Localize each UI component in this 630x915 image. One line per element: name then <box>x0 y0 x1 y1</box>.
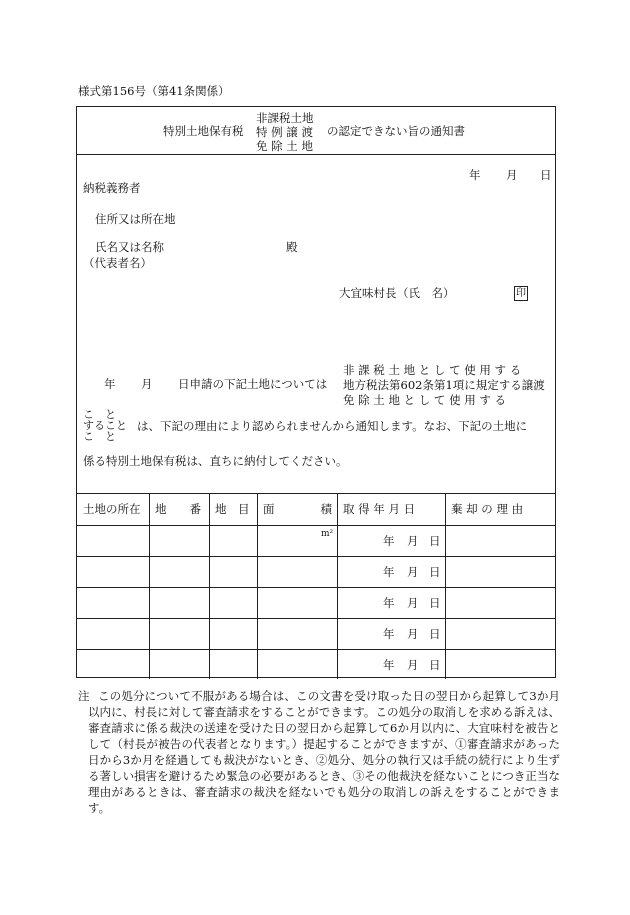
body-option: 非 課 税 土 地 と し て 使 用 す る <box>343 363 522 377</box>
row-year: 年 <box>383 658 395 672</box>
date-day-label: 日 <box>540 168 552 182</box>
application-year: 年 <box>104 377 116 391</box>
row-year: 年 <box>383 627 395 641</box>
row-day: 日 <box>429 534 441 548</box>
area-unit: m² <box>321 529 334 539</box>
header-lot-number: 地 番 <box>155 502 201 516</box>
title-option: 特 例 譲 渡 <box>256 125 313 139</box>
body-option: 地方税法第602条第1項に規定する譲渡 <box>343 378 545 392</box>
table-col-line <box>337 493 338 679</box>
body-option: 免 除 土 地 と し て 使 用 す る <box>343 393 507 407</box>
note-label: 注 <box>78 689 90 703</box>
name-label: 氏名又は名称 <box>95 240 164 254</box>
table-col-line <box>257 493 258 679</box>
row-day: 日 <box>429 565 441 579</box>
header-rejection-reason: 棄 却 の 理 由 <box>451 502 524 516</box>
body-line-3: 係る特別土地保有税は、直ちに納付してください。 <box>83 454 348 468</box>
title-divider <box>77 154 555 155</box>
form-reference: 様式第156号（第41条関係） <box>78 84 230 98</box>
note-text: この処分について不服がある場合は、この文書を受け取った日の翌日から起算して3か月以内に、村長に対して審査請求をすることができます。この処分の取消しを求める訴えは、審査請求に係る裁決の送達を受けた日の翌日から起算して6か月以内に、大宜味村を被告として（村長が被告の代表者となります。）提起することができますが、①審査請求があった日から3か月を経過しても裁決がないとき、②処分、処分の執行又は手続の続行により生ずる著しい損害を避けるため緊急の必要があるとき、③その他裁決を経ないことにつき正当な理由があるときは、審査請求の裁決を経ないでも処分の取消しの訴えをすることができます。 <box>88 689 560 815</box>
title-options <box>256 111 314 153</box>
small-option: すること <box>83 419 127 432</box>
row-year: 年 <box>383 534 395 548</box>
title-option: 非課税土地 <box>256 111 314 125</box>
issuer-name-label: （氏 名） <box>397 286 455 300</box>
form-box <box>76 106 556 678</box>
honorific: 殿 <box>286 240 298 254</box>
header-land-category: 地 目 <box>215 502 250 516</box>
small-option: こ と <box>83 430 116 443</box>
title-option: 免 除 土 地 <box>256 139 313 153</box>
row-month: 月 <box>407 565 419 579</box>
row-month: 月 <box>407 534 419 548</box>
date-year-label: 年 <box>469 168 481 182</box>
application-month: 月 <box>141 377 153 391</box>
table-col-line <box>149 493 150 679</box>
row-year: 年 <box>383 596 395 610</box>
header-location: 土地の所在 <box>83 502 141 516</box>
row-day: 日 <box>429 658 441 672</box>
row-month: 月 <box>407 627 419 641</box>
header-acquired-date: 取 得 年 月 日 <box>343 502 416 516</box>
row-month: 月 <box>407 596 419 610</box>
row-day: 日 <box>429 627 441 641</box>
small-option: こ と <box>83 408 116 421</box>
header-area: 面 積 <box>263 502 332 516</box>
title-suffix: の認定できない旨の通知書 <box>327 124 465 138</box>
address-label: 住所又は所在地 <box>95 212 176 226</box>
title-prefix: 特別土地保有税 <box>163 124 244 138</box>
date-month-label: 月 <box>506 168 518 182</box>
seal-mark: 印 <box>516 288 526 299</box>
row-month: 月 <box>407 658 419 672</box>
issuer-title: 大宜味村長 <box>339 286 397 300</box>
table-col-line <box>209 493 210 679</box>
body-options <box>343 363 545 408</box>
application-text: 日申請の下記土地については <box>178 377 328 391</box>
representative-label: （代表者名） <box>83 256 152 270</box>
row-day: 日 <box>429 596 441 610</box>
body-small-options <box>83 409 127 442</box>
taxpayer-heading: 納税義務者 <box>83 181 141 195</box>
body-line-2: は、下記の理由により認められませんから通知します。なお、下記の土地に <box>137 419 528 433</box>
row-year: 年 <box>383 565 395 579</box>
table-col-line <box>445 493 446 679</box>
